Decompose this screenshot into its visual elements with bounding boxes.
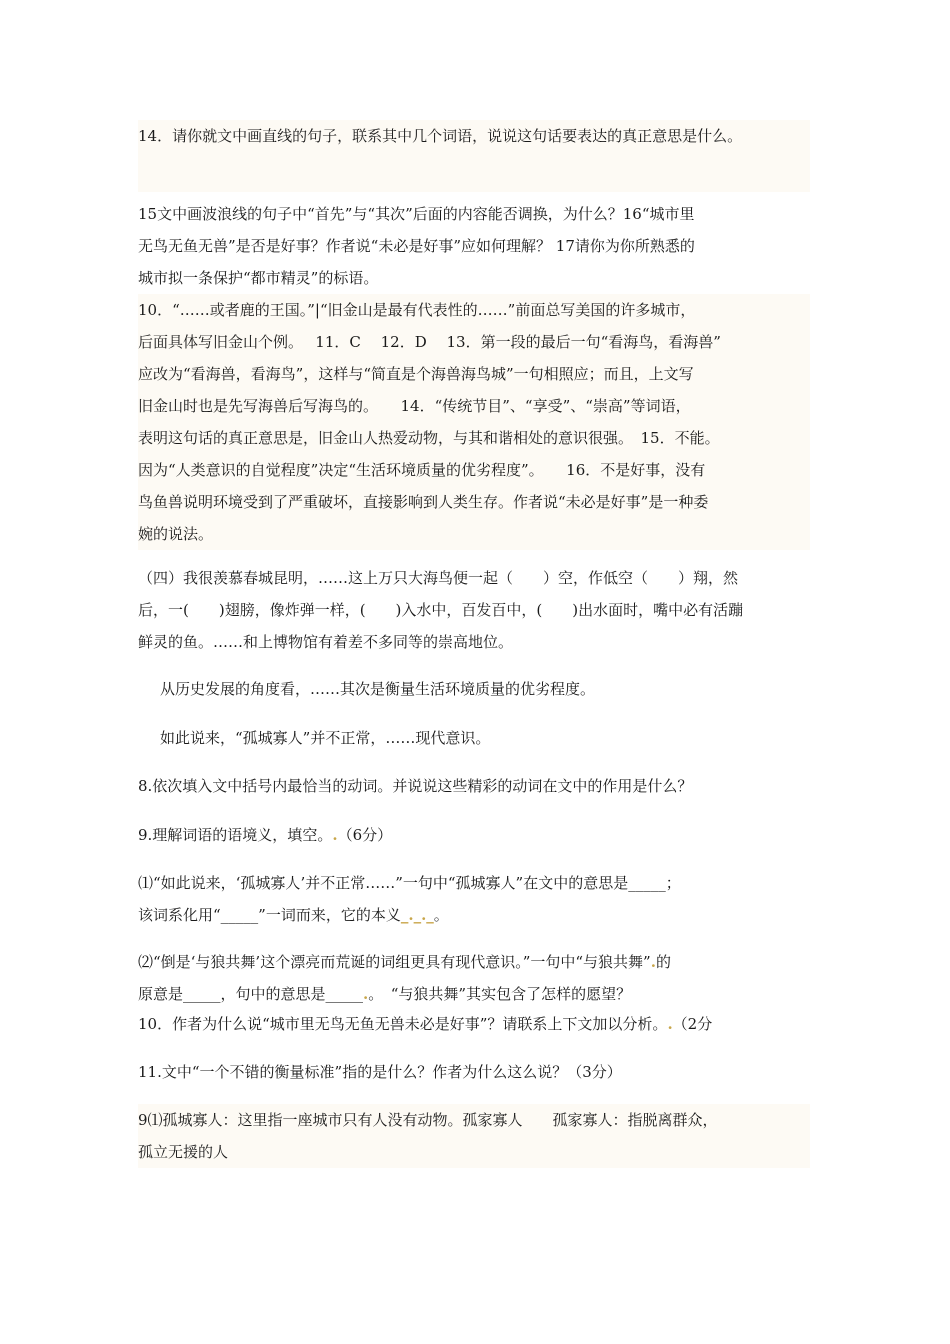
passage-paragraph-1 <box>138 673 810 705</box>
question-9 <box>138 819 810 851</box>
questions-15-17-block <box>138 198 810 294</box>
question-10-line <box>138 1008 810 1040</box>
question-9-1-line-1: ⑴“如此说来，‘孤城寡人’并不正常……”一句中“孤城寡人”在文中的意思是_____； <box>138 874 681 892</box>
emphasis-dot: . <box>332 826 338 844</box>
question-14-block <box>138 120 810 192</box>
question-10 <box>138 1008 810 1040</box>
answer-line-6: 因为“人类意识的自觉程度”决定“生活环境质量的优劣程度”。 16．不是好事，没有 <box>138 461 706 479</box>
question-10-score: （2分 <box>672 1015 713 1033</box>
question-11-text: 11.文中“一个不错的衡量标准”指的是什么？作者为什么这么说？（3分） <box>138 1063 622 1081</box>
answers-10-16-block <box>138 294 810 550</box>
question-9-score: （6分） <box>337 826 393 844</box>
question-15-line-1: 15文中画波浪线的句子中“首先”与“其次”后面的内容能否调换，为什么？16“城市里 <box>138 205 695 223</box>
answer-line-1: 10．“……或者鹿的王国。”|“旧金山是最有代表性的……”前面总写美国的许多城市， <box>138 301 696 319</box>
question-9-part-1 <box>138 867 810 931</box>
emphasis-dot: . <box>667 1015 673 1033</box>
question-8 <box>138 770 810 802</box>
question-14: 14．请你就文中画直线的句子，联系其中几个词语，说说这句话要表达的真正意思是什么。 <box>138 127 743 145</box>
question-9-2-end-2: 。 “与狼共舞”其实包含了怎样的愿望？ <box>368 985 632 1003</box>
question-9-2-end: 的 <box>655 953 671 971</box>
emphasis-dot: . <box>650 953 656 971</box>
question-9-2-text: ⑵“倒是‘与狼共舞’这个漂亮而荒诞的词组更具有现代意识。”一句中“与狼共舞” <box>138 953 651 971</box>
question-9-1-text: 该词系化用“_____”一词而来，它的本义 <box>138 906 401 924</box>
section-4-line-3: 鲜灵的鱼。……和上博物馆有着差不多同等的崇高地位。 <box>138 633 514 651</box>
question-17-line-3: 城市拟一条保护“都市精灵”的标语。 <box>138 269 379 287</box>
question-9-2-text-2: 原意是_____，句中的意思是_____ <box>138 985 364 1003</box>
question-8-text: 8.依次填入文中括号内最恰当的动词。并说说这些精彩的动词在文中的作用是什么？ <box>138 777 693 795</box>
answer-line-5: 表明这句话的真正意思是，旧金山人热爱动物，与其和谐相处的意识很强。 15．不能。 <box>138 429 720 447</box>
answer-line-8: 婉的说法。 <box>138 525 214 543</box>
question-11 <box>138 1056 810 1088</box>
paragraph-2-text: 如此说来，“孤城寡人”并不正常，……现代意识。 <box>160 729 491 747</box>
question-10-text: 10．作者为什么说“城市里无鸟无鱼无兽未必是好事”？请联系上下文加以分析。 <box>138 1015 668 1033</box>
emphasis-dots: _._._ <box>400 906 434 924</box>
answer-line-7: 鸟鱼兽说明环境受到了严重破坏，直接影响到人类生存。作者说“未必是好事”是一种委 <box>138 493 709 511</box>
question-9-1-end: 。 <box>433 906 449 924</box>
answer-line-4: 旧金山时也是先写海兽后写海鸟的。 14．“传统节目”、“享受”、“崇高”等词语， <box>138 397 691 415</box>
answer-9-block <box>138 1104 810 1168</box>
section-4-line-2: 后，一( )翅膀，像炸弹一样，( )入水中，百发百中，( )出水面时，嘴中必有活蹦 <box>138 601 744 619</box>
question-9-1-line-2 <box>138 899 810 931</box>
emphasis-dot: . <box>363 985 369 1003</box>
question-9-2-line-1 <box>138 946 810 978</box>
question-9-2-line-2 <box>138 978 810 1010</box>
section-4-line-1: （四）我很羡慕春城昆明，……这上万只大海鸟便一起（ ）空，作低空（ ）翔，然 <box>138 569 739 587</box>
answer-line-3: 应改为“看海兽，看海鸟”，这样与“简直是个海兽海鸟城”一句相照应；而且，上文写 <box>138 365 694 383</box>
answer-line-2: 后面具体写旧金山个例。 11．C 12．D 13．第一段的最后一句“看海鸟，看海兽” <box>138 333 721 351</box>
paragraph-1-text: 从历史发展的角度看，……其次是衡量生活环境质量的优劣程度。 <box>160 680 596 698</box>
section-4-passage <box>138 562 810 658</box>
question-9-part-2 <box>138 946 810 1010</box>
question-9-line <box>138 819 810 851</box>
question-9-text: 9.理解词语的语境义，填空。 <box>138 826 333 844</box>
answer-9-line-2: 孤立无援的人 <box>138 1143 229 1161</box>
question-15-line-2: 无鸟无鱼无兽”是否是好事？作者说“未必是好事”应如何理解？ 17请你为你所熟悉的 <box>138 237 695 255</box>
answer-9-line-1: 9⑴孤城寡人：这里指一座城市只有人没有动物。孤家寡人 孤家寡人：指脱离群众， <box>138 1111 718 1129</box>
passage-paragraph-2 <box>138 722 810 754</box>
